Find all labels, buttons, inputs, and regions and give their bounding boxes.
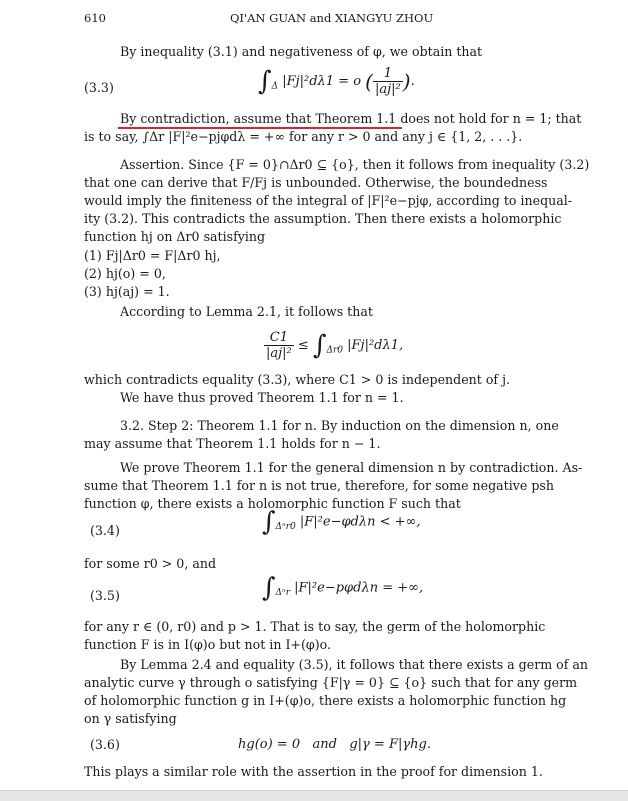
integral-domain: Δⁿr — [275, 588, 290, 599]
section-heading-line: 3.2. Step 2: Theorem 1.1 for n. By induction on the dimension n, one — [120, 418, 559, 433]
text-line: We have thus proved Theorem 1.1 for n = 1. — [120, 390, 404, 405]
equation-number: (3.5) — [90, 588, 120, 603]
condition-item: (1) Fj|Δr0 = F|Δr0 hj, — [84, 248, 221, 263]
viewer-bottom-bar — [0, 790, 628, 801]
text-line: for any r ∈ (0, r0) and p > 1. That is to say, the germ of the holomorphic — [84, 619, 546, 634]
integral-sign: ∫ — [262, 573, 276, 603]
text-line: would imply the finiteness of the integral of |F|²e−pjφ, according to inequal- — [84, 193, 573, 208]
page-number: 610 — [84, 11, 106, 25]
equation-number: (3.6) — [90, 737, 120, 752]
condition-item: (3) hj(aj) = 1. — [84, 284, 170, 299]
text-line: sume that Theorem 1.1 for n is not true, therefore, for some negative psh — [84, 478, 554, 493]
text-line: ity (3.2). This contradicts the assumption. Then there exists a holomorphic — [84, 211, 562, 226]
lemma-inequality: $\frac{C1}{\text{|aj|²}}$ ≤ $\int_{\Delta r0}$ |Fj|²dλ1, — [266, 330, 404, 361]
equation-body: |F|²e−pφdλn = +∞, — [294, 580, 424, 596]
text-line: function φ, there exists a holomorphic function F such that — [84, 496, 461, 511]
fraction-numerator: C1 — [264, 330, 294, 346]
integral-sign: ∫ — [258, 66, 272, 97]
equation-number: (3.3) — [84, 80, 114, 95]
fraction-denominator: |aj|² — [374, 82, 401, 97]
text-line: for some r0 > 0, and — [84, 556, 217, 571]
integral-sign: ∫ — [262, 507, 276, 537]
text-line: By Lemma 2.4 and equality (3.5), it follows that there exists a germ of an — [120, 657, 589, 672]
text-line: We prove Theorem 1.1 for the general dimension n by contradiction. As- — [120, 460, 583, 475]
text-line: analytic curve γ through o satisfying {F|γ = 0} ⊆ {o} such that for any germ — [84, 675, 578, 690]
equation-3-3: $\int_\Delta$ |Fj|²dλ1 = o ( $\frac{1}{\text{|aj|²}}$ ). — [258, 66, 415, 97]
equation-3-5 — [262, 573, 424, 603]
inequality-rhs: |Fj|²dλ1, — [347, 338, 404, 353]
integral-domain: Δ — [271, 81, 279, 92]
equation-number: (3.4) — [90, 523, 120, 538]
equation-3-4 — [262, 507, 421, 537]
equation-3-6: hg(o) = 0 and g|γ = F|γhg. — [238, 737, 431, 752]
text-line: which contradicts equality (3.3), where C1 > 0 is independent of j. — [84, 372, 510, 387]
equation-body: |F|²e−φdλn < +∞, — [299, 514, 421, 530]
text-line: By inequality (3.1) and negativeness of φ, we obtain that — [120, 44, 483, 59]
fraction-numerator: 1 — [373, 66, 403, 82]
text-line: function hj on Δr0 satisfying — [84, 229, 266, 244]
text-line: According to Lemma 2.1, it follows that — [120, 304, 373, 319]
fraction-denominator: |aj|² — [266, 346, 292, 361]
running-header: QI'AN GUAN and XIANGYU ZHOU — [230, 11, 434, 25]
integral-sign: ∫ — [312, 330, 327, 361]
condition-item: (2) hj(o) = 0, — [84, 266, 166, 281]
text-line: This plays a similar role with the assertion in the proof for dimension 1. — [84, 764, 543, 779]
text-line: may assume that Theorem 1.1 holds for n − 1. — [84, 436, 381, 451]
equation-lhs: |Fj|²dλ1 = o — [282, 74, 362, 89]
integral-domain: Δr0 — [326, 345, 344, 356]
text-line: of holomorphic function g in I+(φ)o, there exists a holomorphic function hg — [84, 693, 567, 708]
text-line: that one can derive that F/Fj is unbounded. Otherwise, the boundedness — [84, 175, 548, 190]
text-line: Assertion. Since {F = 0}∩Δr0 ⊆ {o}, then it follows from inequality (3.2) — [120, 157, 590, 172]
text-line: function F is in I(φ)o but not in I+(φ)o. — [84, 637, 331, 652]
text-line-highlighted: By contradiction, assume that Theorem 1.1 does not hold for n = 1; that — [120, 111, 582, 126]
integral-domain: Δⁿr0 — [275, 522, 296, 533]
text-line: is to say, ∫Δr |F|²e−pjφdλ = +∞ for any r > 0 and any j ∈ {1, 2, . . .}. — [84, 129, 523, 144]
text-line: on γ satisfying — [84, 711, 177, 726]
